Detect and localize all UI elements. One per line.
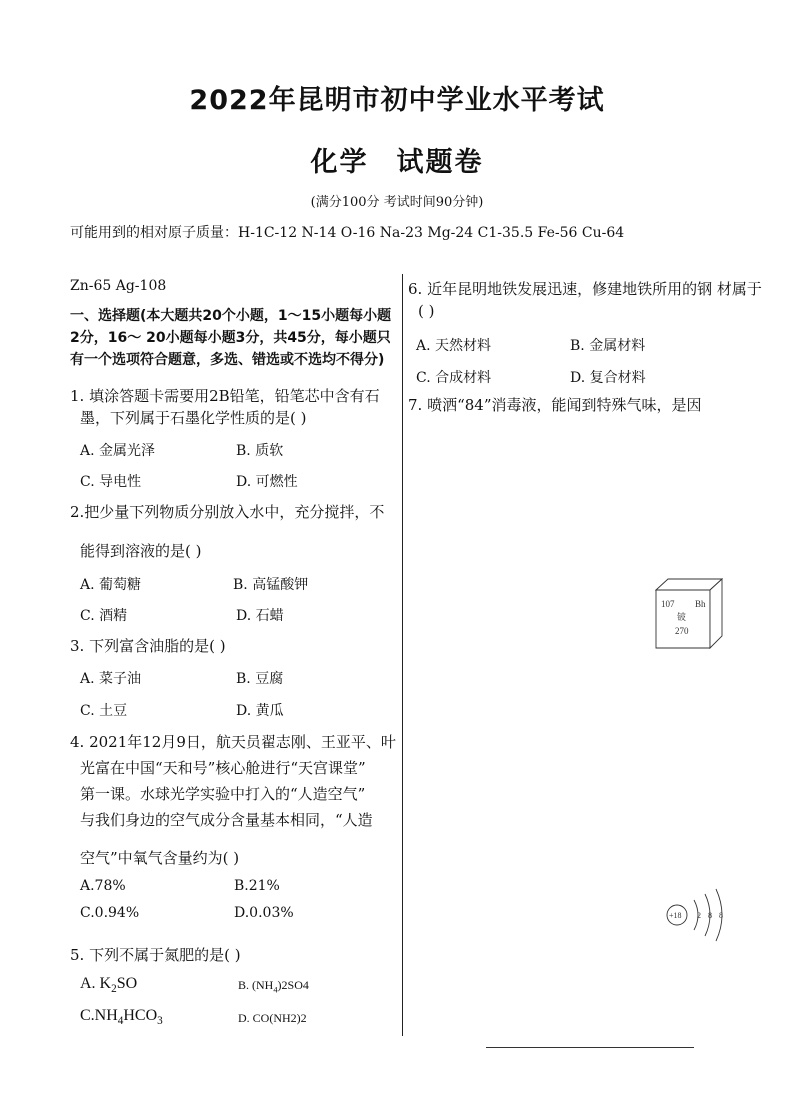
q1-stem-line1: 1. 填涂答题卡需要用2B铅笔，铅笔芯中含有石 bbox=[70, 387, 380, 405]
q5-option-a: A. $K_2SO$ bbox=[80, 975, 138, 996]
atomic-masses-line: 可能用到的相对原子质量：H-1C-12 N-14 O-16 Na-23 Mg-24 C1-35.5 Fe-56 Cu-64 bbox=[70, 225, 625, 241]
q4-stem-line5: 空气”中氧气含量约为( ) bbox=[80, 849, 240, 867]
column-divider bbox=[402, 274, 403, 1036]
q4-option-b: B.21% bbox=[234, 878, 280, 894]
paper-label: 试题卷 bbox=[396, 147, 484, 178]
q2-option-d: D. 石蜡 bbox=[236, 608, 284, 624]
q4-option-a: A.78% bbox=[80, 878, 126, 894]
q6-option-d: D. 复合材料 bbox=[570, 370, 646, 386]
q3-option-c: C. 土豆 bbox=[80, 703, 128, 719]
q1-option-b: B. 质软 bbox=[236, 443, 284, 459]
q4-option-d: D.0.03% bbox=[234, 905, 294, 921]
subject-label: 化学 bbox=[310, 147, 369, 178]
q5-option-c: $C.NH_4HCO_3$ bbox=[80, 1007, 163, 1028]
element-name: 铍 bbox=[677, 613, 687, 623]
section-heading-line1: 一、选择题(本大题共20个小题，1～15小题每小题 bbox=[70, 308, 392, 324]
atom-shell-1: 2 bbox=[697, 911, 701, 920]
q2-option-b: B. 高锰酸钾 bbox=[233, 577, 309, 593]
q3-option-b: B. 豆腐 bbox=[236, 671, 284, 687]
q4-stem-line4: 与我们身边的空气成分含量基本相同，“人造 bbox=[80, 811, 373, 829]
q2-stem-line2: 能得到溶液的是( ) bbox=[80, 542, 202, 560]
q2-option-a: A. 葡萄糖 bbox=[80, 577, 142, 593]
element-card-box-icon bbox=[650, 578, 725, 650]
q3-option-a: A. 菜子油 bbox=[80, 671, 142, 687]
q1-option-d: D. 可燃性 bbox=[236, 474, 298, 490]
element-mass: 270 bbox=[675, 626, 689, 636]
exam-title: 2022年昆明市初中学业水平考试 bbox=[189, 85, 605, 116]
atom-structure-diagram bbox=[664, 887, 734, 943]
atom-shell-3: 8 bbox=[719, 911, 723, 920]
q6-option-b: B. 金属材料 bbox=[570, 338, 646, 354]
q1-option-c: C. 导电性 bbox=[80, 474, 142, 490]
q2-option-c: C. 酒精 bbox=[80, 608, 128, 624]
answer-blank-line bbox=[486, 1047, 694, 1048]
exam-subtitle bbox=[0, 140, 794, 179]
atom-shell-2: 8 bbox=[708, 911, 712, 920]
q5-stem: 5. 下列不属于氮肥的是( ) bbox=[70, 946, 241, 964]
element-number: 107 bbox=[661, 599, 675, 609]
q3-stem: 3. 下列富含油脂的是( ) bbox=[70, 637, 226, 655]
atom-nucleus: +18 bbox=[669, 911, 682, 920]
q7-stem-line1: 7. 喷洒“84”消毒液，能闻到特殊气味，是因 bbox=[408, 396, 702, 414]
q1-stem-line2: 墨，下列属于石墨化学性质的是( ) bbox=[80, 409, 307, 427]
q5-option-b: B. $(NH_4)2SO4$ bbox=[238, 978, 309, 995]
exam-info: (满分100分 考试时间90分钟) bbox=[310, 195, 484, 210]
q3-option-d: D. 黄瓜 bbox=[236, 703, 284, 719]
q6-option-c: C. 合成材料 bbox=[416, 370, 492, 386]
q4-option-c: C.0.94% bbox=[80, 905, 140, 921]
q4-stem-line3: 第一课。水球光学实验中打入的“人造空气” bbox=[80, 785, 366, 803]
element-card bbox=[650, 578, 725, 650]
q6-stem-line1: 6. 近年昆明地铁发展迅速，修建地铁所用的钢 材属于 bbox=[408, 280, 762, 298]
section-heading-line2: 2分，16～ 20小题每小题3分，共45分，每小题只 bbox=[70, 330, 391, 346]
element-symbol: Bh bbox=[695, 599, 706, 609]
q6-stem-line2: ( ) bbox=[418, 302, 435, 320]
q1-option-a: A. 金属光泽 bbox=[80, 443, 156, 459]
q2-stem-line1: 2.把少量下列物质分别放入水中，充分搅拌，不 bbox=[70, 503, 385, 521]
q4-stem-line1: 4. 2021年12月9日，航天员翟志刚、王亚平、叶 bbox=[70, 733, 396, 751]
q6-option-a: A. 天然材料 bbox=[416, 338, 492, 354]
atomic-masses-continued: Zn-65 Ag-108 bbox=[70, 278, 167, 294]
section-heading-line3: 有一个选项符合题意，多选、错选或不选均不得分) bbox=[70, 352, 385, 368]
q4-stem-line2: 光富在中国“天和号”核心舱进行“天宫课堂” bbox=[80, 759, 366, 777]
q5-option-d: D. CO(NH2)2 bbox=[238, 1011, 307, 1025]
atom-shells-icon bbox=[664, 887, 734, 943]
